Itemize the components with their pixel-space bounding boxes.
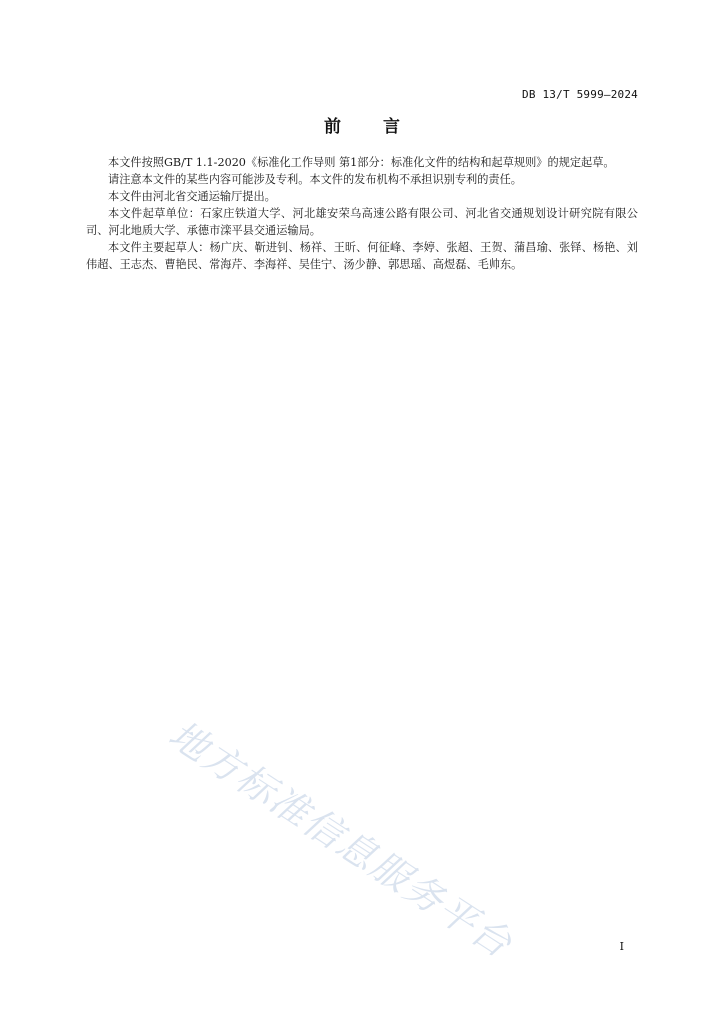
document-number: DB 13/T 5999—2024 xyxy=(522,88,638,101)
page-title: 前言 xyxy=(324,117,442,137)
paragraph-drafters: 本文件主要起草人：杨广庆、靳进钊、杨祥、王昕、何征峰、李婷、张超、王贺、蒲昌瑜、张铎、杨艳、刘伟超、王志杰、曹艳民、常海芹、李海祥、吴佳宁、汤少静、郭思瑶、高煜磊、毛帅东。 xyxy=(86,241,638,271)
paragraph-drafting-rules: 本文件按照GB/T 1.1-2020《标准化工作导则 第1部分：标准化文件的结构和起草规则》的规定起草。 xyxy=(108,156,615,169)
paragraph-patent-notice: 请注意本文件的某些内容可能涉及专利。本文件的发布机构不承担识别专利的责任。 xyxy=(108,173,522,186)
paragraph-drafting-units: 本文件起草单位：石家庄铁道大学、河北雄安荣乌高速公路有限公司、河北省交通规划设计研究院有限公司、河北地质大学、承德市滦平县交通运输局。 xyxy=(86,207,638,237)
watermark: 地方标准信息服务平台 xyxy=(161,711,521,967)
page-number: I xyxy=(619,940,624,953)
paragraph-proposer: 本文件由河北省交通运输厅提出。 xyxy=(108,190,276,203)
foreword-body xyxy=(86,154,638,273)
